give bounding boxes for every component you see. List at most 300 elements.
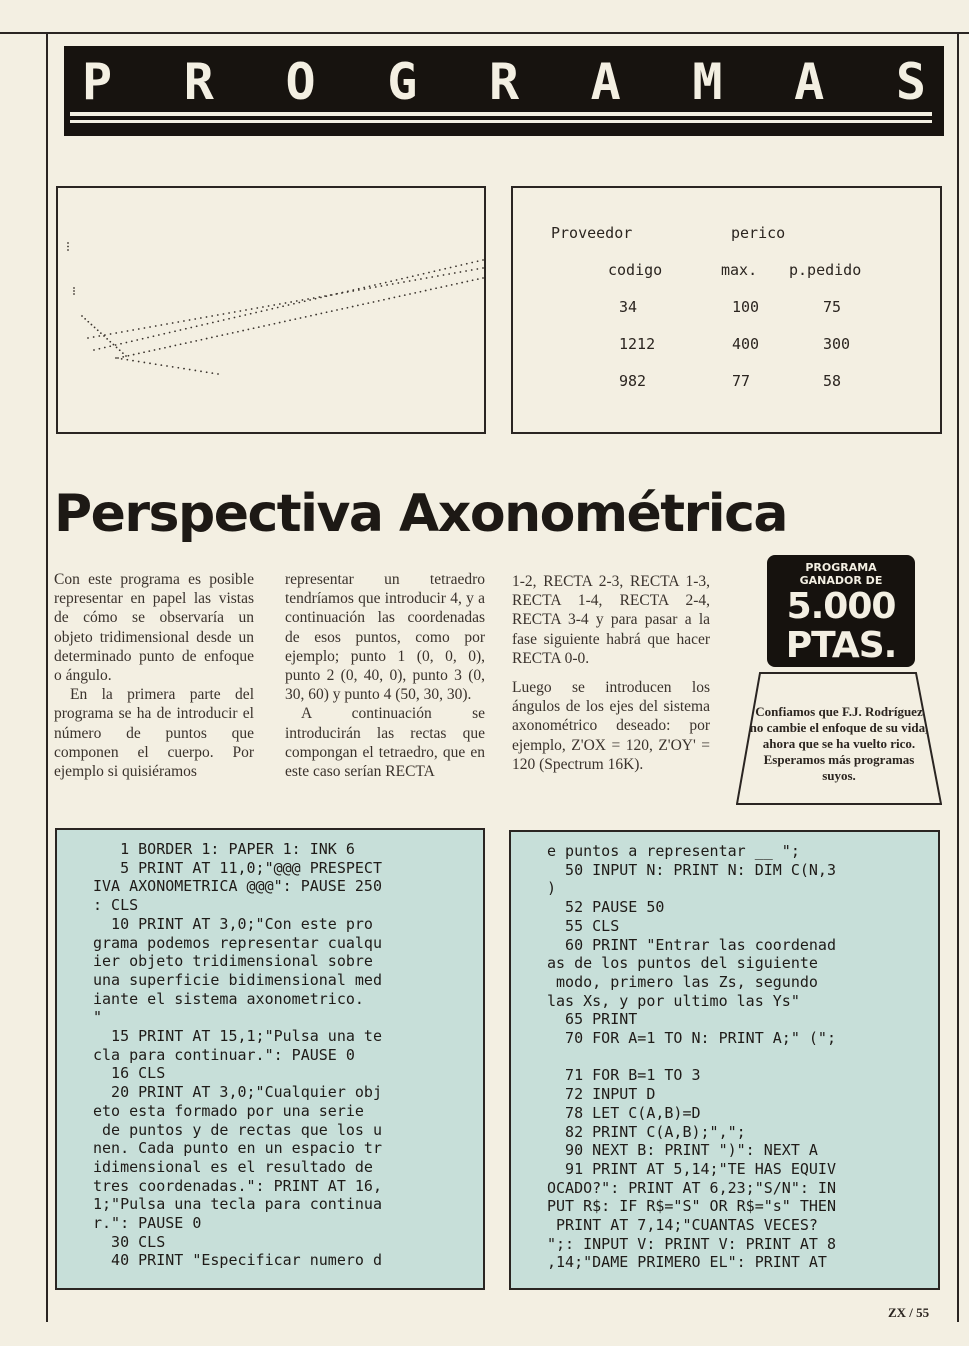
code-line: ";: INPUT V: PRINT V: PRINT AT 8 [547,1234,836,1253]
plot-dot [409,293,411,295]
plot-dot [223,313,225,315]
badge-caption: GANADOR DE [799,574,883,587]
plot-dot [211,372,213,374]
plot-dot [409,280,411,282]
plot-dot [87,321,89,323]
code-line: as de los puntos del siguiente [547,954,818,973]
plot-dot [119,349,121,351]
dotted-perspective-figure [58,188,484,432]
plot-dot [342,292,344,294]
plot-dot [347,290,349,292]
plot-dot [127,330,129,332]
code-listing-left [55,828,485,1290]
plot-dot [180,329,182,331]
plot-dot [378,300,380,302]
plot-dot [325,295,327,297]
plot-dot [81,315,83,317]
plot-dot [482,259,484,261]
plot-dot [347,307,349,309]
plot-dot [110,333,112,335]
plot-dot [221,334,223,336]
plot-dot [423,273,425,275]
code-line: 10 PRINT AT 3,0;"Con este pro [93,914,373,933]
plot-dot [482,267,484,269]
plot-dot [206,338,208,340]
plot-dot [217,320,219,322]
table-header-proveedor: Proveedor [551,224,633,242]
code-line: 1;"Pulsa una tecla para continua [93,1195,382,1214]
plot-dot [331,294,333,296]
plot-dot [406,277,408,279]
plot-dot [200,317,202,319]
plot-dot [367,302,369,304]
plot-dot [426,277,428,279]
plot-dot [336,309,338,311]
plot-dot [268,324,270,326]
plot-dot [67,242,69,244]
plot-dot [177,321,179,323]
plot-dot [331,310,333,312]
plot-dot [67,246,69,248]
plot-dot [277,307,279,309]
code-line: 72 INPUT D [547,1085,656,1104]
plot-dot [258,326,260,328]
plot-dot [392,283,394,285]
banner-stripe [70,120,932,123]
screen-plot [56,186,486,434]
code-line: grama podemos representar cualqu [93,933,382,952]
plot-dot [358,288,360,290]
table-cell: 100 [732,298,760,316]
plot-dot [385,282,387,284]
plot-dot [177,367,179,369]
plot-dot [217,373,219,375]
plot-dot [100,332,102,334]
plot-dot [143,351,145,353]
plot-dot [279,322,281,324]
plot-dot [212,322,214,324]
plot-dot [126,359,128,361]
plot-dot [451,284,453,286]
article-column-2 [285,570,485,781]
plot-dot [166,323,168,325]
plot-dot [67,249,69,251]
plot-dot [159,348,161,350]
plot-dot [274,323,276,325]
plot-dot [155,363,157,365]
plot-dot [155,325,157,327]
table-cell: 300 [823,335,851,353]
editor-note: Confiamos que F.J. Rodríguez no cambie el enfoque de su vida, ahora que se ha vuelto rico. Esperamos más programas suyos. [749,704,929,783]
plot-dot [304,300,306,302]
plot-dot [268,305,270,307]
table-header-perico: perico [731,224,786,242]
plot-dot [132,329,134,331]
plot-dot [98,335,100,337]
plot-dot [379,283,381,285]
code-line: e puntos a representar __ "; [547,842,800,860]
plot-dot [237,331,239,333]
code-line: ) [547,879,557,898]
plot-dot [435,287,437,289]
plot-dot [461,282,463,284]
plot-dot [357,305,359,307]
plot-dot [174,330,176,332]
plot-dot [396,279,398,281]
plot-dot [255,312,257,314]
plot-dot [446,285,448,287]
code-line: 15 PRINT AT 15,1;"Pulsa una te [93,1027,382,1045]
banner-letter: O [285,53,316,111]
plot-dot [128,355,130,357]
plot-dot [300,317,302,319]
plot-dot [180,343,182,345]
plot-dot [195,340,197,342]
plot-dot [289,319,291,321]
plot-dot [263,325,265,327]
code-line: idimensional es el resultado de [93,1157,373,1176]
plot-dot [194,370,196,372]
code-line: 71 FOR B=1 TO 3 [547,1066,701,1085]
plot-dot [149,362,151,364]
plot-dot [189,369,191,371]
code-line: 16 CLS [93,1064,166,1083]
badge-caption: PROGRAMA [805,561,877,574]
code-line: 91 PRINT AT 5,14;"TE HAS EQUIV [547,1159,836,1178]
plot-dot [471,262,473,264]
plot-dot [116,347,118,349]
plot-dot [84,318,86,320]
code-line: modo, primero las Zs, segundo [547,972,818,991]
plot-dot [242,330,244,332]
plot-dot [288,304,290,306]
plot-dot [404,294,406,296]
plot-dot [293,303,295,305]
plot-dot [125,355,127,357]
plot-dot [482,277,484,279]
plot-dot [138,328,140,330]
plot-dot [132,360,134,362]
plot-dot [455,265,457,267]
plot-dot [374,284,376,286]
code-line: OCADO?": PRINT AT 6,23;"S/N": IN [547,1178,836,1197]
plot-dot [73,290,75,292]
plot-dot [126,342,128,344]
plot-dot [390,280,392,282]
code-line: tres coordenadas.": PRINT AT 16, [93,1176,382,1195]
code-line: 70 FOR A=1 TO N: PRINT A;" ("; [547,1029,836,1047]
plot-dot [121,358,123,360]
table-cell: 982 [619,372,647,390]
plot-dot [466,281,468,283]
plot-dot [131,340,133,342]
code-line: las Xs, y por ultimo las Ys" [547,991,800,1010]
plot-dot [169,346,171,348]
plot-dot [122,352,124,354]
table-cell: 400 [732,335,760,353]
plot-dot [414,292,416,294]
table-cell: 1212 [619,335,656,353]
plot-dot [430,289,432,291]
plot-dot [196,325,198,327]
code-line: 30 CLS [93,1232,166,1251]
plot-dot [253,327,255,329]
plot-dot [454,272,456,274]
plot-dot [104,347,106,349]
plot-dot [282,305,284,307]
plot-dot [315,298,317,300]
plot-dot [318,296,320,298]
plot-dot [363,287,365,289]
code-line: PRINT AT 7,14;"CUANTAS VECES? [547,1216,818,1234]
plot-dot [310,315,312,317]
plot-dot [298,302,300,304]
plot-dot [239,315,241,317]
plot-dot [302,299,304,301]
plot-dot [460,264,462,266]
code-line: 5 PRINT AT 11,0;"@@@ PRESPECT [93,858,382,877]
plot-dot [412,275,414,277]
plot-dot [307,298,309,300]
prize-badge [767,555,915,667]
plot-dot [309,299,311,301]
plot-dot [362,303,364,305]
plot-dot [87,337,89,339]
code-line: " [93,1008,103,1027]
plot-dot [465,270,467,272]
code-line: IVA AXONOMETRICA @@@": PAUSE 250 [93,877,382,896]
plot-dot [414,279,416,281]
section-banner [64,46,944,136]
plot-dot [172,322,174,324]
code-line: ier objeto tridimensional sobre [93,952,373,971]
plot-dot [138,353,140,355]
plot-dot [262,306,264,308]
plot-dot [166,365,168,367]
code-line: eto esta formado por una serie [93,1101,364,1120]
screen-table [511,186,942,434]
plot-dot [121,331,123,333]
code-line: 90 NEXT B: PRINT ")": NEXT A [547,1141,818,1160]
code-line: 78 LET C(A,B)=D [547,1103,701,1122]
plot-dot [109,345,111,347]
plot-dot [115,357,117,359]
code-line: 60 PRINT "Entrar las coordenad [547,935,836,954]
plot-dot [115,344,117,346]
plot-dot [341,308,343,310]
plot-dot [201,339,203,341]
plot-dot [73,287,75,289]
plot-dot [420,278,422,280]
plot-dot [294,318,296,320]
paragraph: representar un tetraedro tendríamos que introducir 4, y a continuación las coordenadas de esos puntos, como por ejemplo; punto 1 (0, 0, 0), punto 2 (0, 40, 0), punto 3 (0, 30, 60) y punto 4 (50, 30, 30). [285,571,485,704]
plot-dot [336,293,338,295]
plot-dot [460,271,462,273]
plot-dot [169,332,171,334]
code-line: nen. Cada punto en un espacio tr [93,1139,382,1158]
plot-dot [477,260,479,262]
badge-unit: PTAS. [785,625,897,666]
article-title: Perspectiva Axonométrica [54,484,788,544]
code-line: 82 PRINT C(A,B);","; [547,1122,746,1141]
table-cell: 34 [619,298,638,316]
code-line: 40 PRINT "Especificar numero d [93,1251,382,1270]
plot-dot [93,336,95,338]
plot-dot [466,263,468,265]
plot-dot [315,314,317,316]
plot-dot [383,299,385,301]
plot-dot [305,316,307,318]
plot-dot [158,334,160,336]
plot-dot [234,311,236,313]
page-number: ZX / 55 [888,1305,930,1320]
plot-dot [247,329,249,331]
plot-dot [183,320,185,322]
plot-dot [285,302,287,304]
plot-dot [250,313,252,315]
plot-dot [440,286,442,288]
plot-dot [234,317,236,319]
plot-dot [472,279,474,281]
plot-dot [232,332,234,334]
plot-dot [174,345,176,347]
plot-dot [437,275,439,277]
plot-dot [364,288,366,290]
plot-dot [439,269,441,271]
code-line: 20 PRINT AT 3,0;"Cualquier obj [93,1083,382,1102]
plot-dot [136,339,138,341]
plot-dot [352,306,354,308]
plot-dot [190,341,192,343]
plot-dot [369,285,371,287]
banner-letter: A [590,53,621,111]
plot-dot [428,272,430,274]
plot-dot [122,356,124,358]
plot-dot [93,349,95,351]
plot-dot [228,318,230,320]
plot-dot [381,285,383,287]
article-column-1 [54,570,254,781]
plot-dot [388,298,390,300]
paragraph: A continuación se introducirán las rectas que compongan el tetraedro, que en este caso serían RECTA [285,705,485,781]
plot-dot [133,354,135,356]
plot-dot [142,338,144,340]
plot-dot [244,314,246,316]
code-line: 1 BORDER 1: PAPER 1: INK 6 [93,840,355,858]
plot-dot [172,366,174,368]
code-line: PUT R$: IF R$="S" OR R$="s" THEN [547,1197,836,1216]
plot-dot [228,312,230,314]
plot-dot [227,333,229,335]
plot-dot [443,274,445,276]
plot-dot [120,343,122,345]
plot-dot [206,316,208,318]
code-line: r.": PAUSE 0 [93,1214,202,1232]
plot-dot [103,335,105,337]
badge-amount: 5.000 [786,586,896,627]
plot-dot [256,307,258,309]
plot-dot [109,341,111,343]
plot-dot [290,301,292,303]
plot-dot [138,361,140,363]
plot-dot [279,303,281,305]
plot-dot [397,282,399,284]
plot-dot [216,335,218,337]
plot-dot [444,268,446,270]
plot-dot [194,318,196,320]
code-line: ,14;"DAME PRIMERO EL": PRINT AT [547,1253,827,1272]
table-cell: 77 [732,372,751,390]
plot-dot [456,283,458,285]
plot-dot [183,368,185,370]
code-line: cla para continuar.": PAUSE 0 [93,1045,355,1064]
plot-dot [211,337,213,339]
plot-dot [433,270,435,272]
banner-letter: G [387,53,418,111]
plot-dot [386,284,388,286]
plot-dot [185,342,187,344]
plot-dot [471,269,473,271]
code-line: 50 INPUT N: PRINT N: DIM C(N,3 [547,860,836,879]
plot-dot [284,321,286,323]
plot-dot [97,329,99,331]
plot-dot [91,324,93,326]
plot-dot [425,290,427,292]
banner-stripe [70,112,932,116]
code-line: de puntos y de rectas que los u [93,1120,382,1139]
banner-letter: M [692,53,723,111]
plot-dot [147,337,149,339]
code-line: iante el sistema axonometrico. [93,989,364,1008]
plot-dot [160,324,162,326]
plot-dot [144,327,146,329]
paragraph: En la primera parte del programa se ha de introducir el número de puntos que componen el cuerpo. Por ejemplo si quisiéramos [54,686,254,781]
plot-dot [320,313,322,315]
plot-dot [296,300,298,302]
code-line: 65 PRINT [547,1010,638,1029]
plot-dot [113,344,115,346]
plot-dot [160,364,162,366]
page-frame-right [957,32,959,1322]
plot-dot [217,314,219,316]
plot-dot [313,297,315,299]
plot-dot [393,297,395,299]
plot-dot [401,278,403,280]
plot-dot [448,273,450,275]
plot-dot [431,276,433,278]
plot-dot [417,274,419,276]
table-column-max: max. [721,261,758,279]
plot-dot [190,327,192,329]
plot-dot [373,301,375,303]
plot-dot [154,349,156,351]
table-cell: 75 [823,298,842,316]
table-column-pedido: p.pedido [789,261,862,279]
plot-dot [143,362,145,364]
plot-dot [201,324,203,326]
plot-dot [261,310,263,312]
banner-letter: R [488,53,520,111]
plot-dot [115,332,117,334]
plot-dot [117,357,119,359]
code-line: 52 PAUSE 50 [547,898,665,917]
plot-dot [99,348,101,350]
plot-dot [245,309,247,311]
plot-dot [148,350,150,352]
plot-dot [326,311,328,313]
plot-dot [266,309,268,311]
code-line: una superficie bidimensional med [93,970,382,989]
